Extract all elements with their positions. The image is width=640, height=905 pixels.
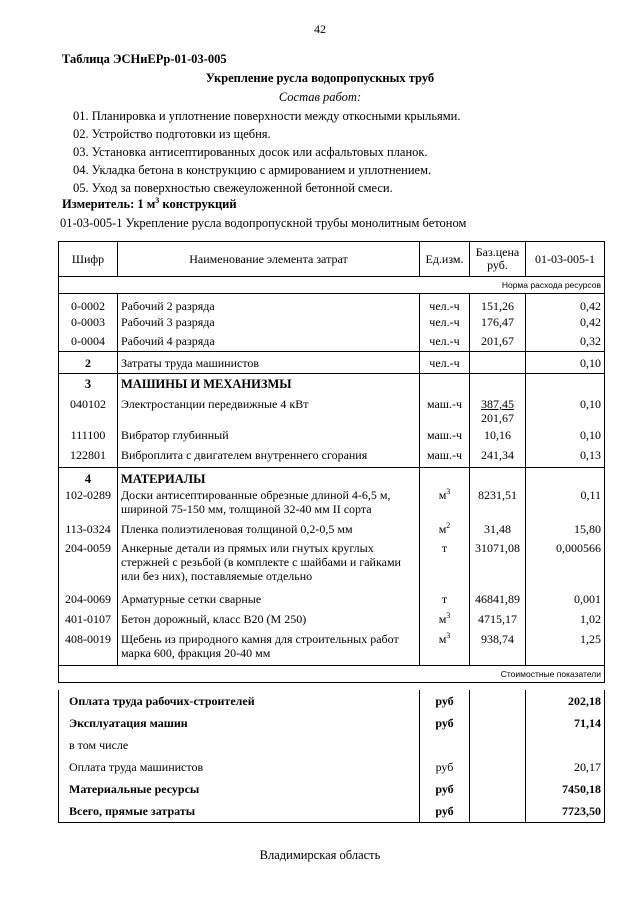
row-code: 408-0019 [59,631,118,665]
row-code: 102-0289 [59,487,118,521]
work-step: 03. Установка антисептированных досок или асфальтовых планок. [73,145,428,159]
section-title: МАТЕРИАЛЫ [118,467,420,487]
summary-row [59,800,605,823]
row-code: 204-0059 [59,540,118,591]
table-row [59,427,605,447]
row-code: 0-0004 [59,333,118,351]
summary-row [59,756,605,778]
summary-table [58,690,605,823]
row-price: 46841,89 [470,591,526,611]
table-row [59,521,605,540]
summary-unit: руб [420,712,470,734]
row-unit: чел.-ч [420,314,470,333]
row-name: Рабочий 3 разряда [118,314,420,333]
page-number: 42 [314,22,326,36]
header-name: Наименование элемента затрат [118,242,420,277]
row-value: 0,42 [526,314,605,333]
section-title: МАШИНЫ И МЕХАНИЗМЫ [118,373,420,393]
section-row [59,467,605,487]
row-value: 0,000566 [526,540,605,591]
summary-row [59,690,605,712]
summary-label: Эксплуатация машин [59,712,420,734]
row-value: 1,25 [526,631,605,665]
row-unit: чел.-ч [420,333,470,351]
header-unit: Ед.изм. [420,242,470,277]
row-name: Анкерные детали из прямых или гнутых круглых стержней с резьбой (в комплекте с шайбами и гайками или без них), поставляемые отдельно [118,540,420,591]
table-row [59,333,605,351]
table-row [59,540,605,591]
summary-unit [420,734,470,756]
row-unit: т [420,591,470,611]
norm-caption-row [59,277,605,294]
row-code: 122801 [59,447,118,467]
summary-label: Материальные ресурсы [59,778,420,800]
row-unit: маш.-ч [420,447,470,467]
row-name: Виброплита с двигателем внутреннего сгорания [118,447,420,467]
table-code: Таблица ЭСНиЕРр-01-03-005 [62,52,227,66]
row-value: 0,42 [526,294,605,315]
summary-value: 20,17 [526,756,605,778]
summary-row [59,734,605,756]
row-name: Пленка полиэтиленовая толщиной 0,2-0,5 мм [118,521,420,540]
work-step: 04. Укладка бетона в конструкцию с армированием и уплотнением. [73,163,432,177]
cost-caption: Стоимостные показатели [59,665,605,682]
summary-row [59,712,605,734]
section-code: 4 [59,467,118,487]
summary-unit: руб [420,690,470,712]
row-price: 4715,17 [470,611,526,631]
summary-label: Оплата труда машинистов [59,756,420,778]
summary-label: в том числе [59,734,420,756]
row-unit: маш.-ч [420,427,470,447]
measure-unit: Измеритель: 1 $м^3$ конструкций [62,195,237,211]
work-step: 02. Устройство подготовки из щебня. [73,127,271,141]
row-unit: $м^3$ [420,631,470,665]
summary-value: 7450,18 [526,778,605,800]
row-name: Рабочий 4 разряда [118,333,420,351]
summary-value: 7723,50 [526,800,605,823]
page-footer: Владимирская область [259,848,381,862]
summary-value: 71,14 [526,712,605,734]
row-unit: $м^3$ [420,487,470,521]
row-price: 8231,51 [470,487,526,521]
row-value: 0,10 [526,351,605,373]
table-row [59,314,605,333]
row-code: 0-0002 [59,294,118,315]
row-code: 040102 [59,393,118,427]
header-code: Шифр [59,242,118,277]
table-header [59,242,605,277]
section-row [59,373,605,393]
row-unit: маш.-ч [420,393,470,427]
row-code: 0-0003 [59,314,118,333]
summary-label: Всего, прямые затраты [59,800,420,823]
table-row [59,591,605,611]
row-unit: чел.-ч [420,294,470,315]
row-value: 0,001 [526,591,605,611]
table-row [59,351,605,373]
row-code: 2 [59,351,118,373]
row-name: Доски антисептированные обрезные длиной 4-6,5 м, шириной 75-150 мм, толщиной 32-40 мм II сорта [118,487,420,521]
row-value: 1,02 [526,611,605,631]
work-step: 05. Уход за поверхностью свежеуложенной бетонной смеси. [73,181,393,195]
table-row [59,487,605,521]
row-value: 0,11 [526,487,605,521]
row-name: Бетон дорожный, класс В20 (М 250) [118,611,420,631]
summary-unit: руб [420,800,470,823]
summary-value: 202,18 [526,690,605,712]
row-value: 0,10 [526,393,605,427]
summary-row [59,778,605,800]
section-code: 3 [59,373,118,393]
table-label: 01-03-005-1 Укрепление русла водопропускной трубы монолитным бетоном [60,216,467,230]
table-row [59,447,605,467]
row-price: 176,47 [470,314,526,333]
work-step: 01. Планировка и уплотнение поверхности между откосными крыльями. [73,109,461,123]
row-name: Щебень из природного камня для строительных работ марка 600, фракция 20-40 мм [118,631,420,665]
summary-value [526,734,605,756]
resource-table [58,241,605,683]
norm-caption: Норма расхода ресурсов [59,277,605,294]
row-price: 31071,08 [470,540,526,591]
table-row [59,294,605,315]
row-unit: чел.-ч [420,351,470,373]
summary-label: Оплата труда рабочих-строителей [59,690,420,712]
composition-label: Состав работ: [278,90,362,104]
row-value: 0,32 [526,333,605,351]
row-code: 401-0107 [59,611,118,631]
row-price: 151,26 [470,294,526,315]
row-code: 111100 [59,427,118,447]
row-code: 204-0069 [59,591,118,611]
row-unit: $м^2$ [420,521,470,540]
table-row [59,631,605,665]
row-name: Затраты труда машинистов [118,351,420,373]
row-price: 10,16 [470,427,526,447]
row-unit: $м^3$ [420,611,470,631]
row-price: 31,48 [470,521,526,540]
header-price: Баз.цена руб. [470,242,526,277]
row-value: 0,13 [526,447,605,467]
row-name: Электростанции передвижные 4 кВт [118,393,420,427]
row-name: Рабочий 2 разряда [118,294,420,315]
row-code: 113-0324 [59,521,118,540]
row-price: 241,34 [470,447,526,467]
table-row [59,611,605,631]
row-value: 15,80 [526,521,605,540]
summary-unit: руб [420,756,470,778]
row-name: Вибратор глубинный [118,427,420,447]
summary-unit: руб [420,778,470,800]
row-value: 0,10 [526,427,605,447]
row-price: 938,74 [470,631,526,665]
table-row [59,393,605,427]
document-title: Укрепление русла водопропускных труб [205,71,435,85]
row-price: 201,67 [470,333,526,351]
header-norm: 01-03-005-1 [526,242,605,277]
row-name: Арматурные сетки сварные [118,591,420,611]
row-unit: т [420,540,470,591]
cost-caption-row [59,665,605,682]
row-price: 387,45 201,67 [470,393,526,427]
